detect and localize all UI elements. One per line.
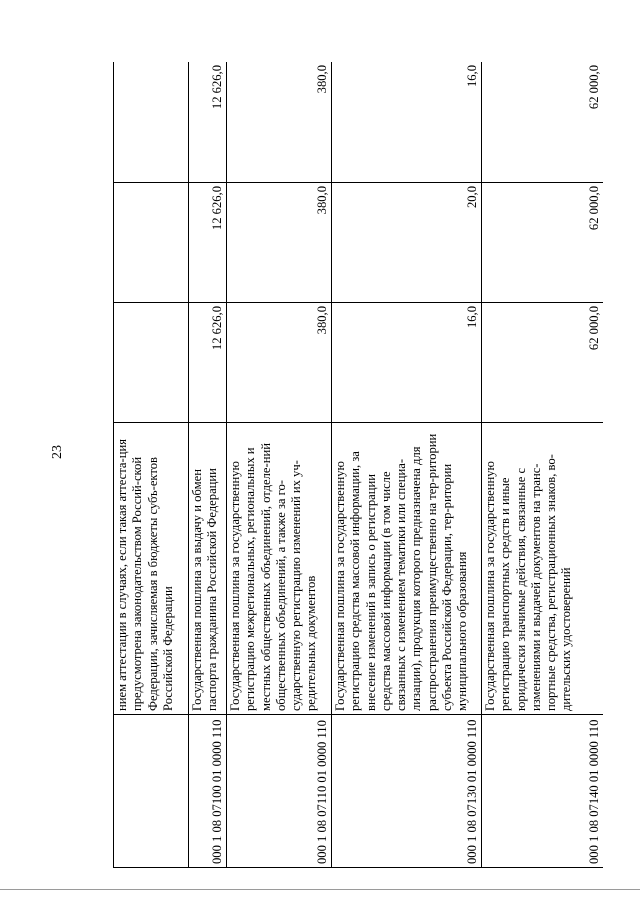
budget-code-cell: 000 1 08 07110 01 0000 110 — [227, 715, 332, 868]
value-cell-2: 20,0 — [332, 183, 482, 303]
value-cell-3 — [114, 62, 189, 183]
revenue-table — [113, 62, 603, 868]
page-bottom-rule — [0, 889, 640, 890]
revenue-name-cell: Государственная пошлина за государственную регистрацию средства массовой информации, за внесение изменений в запись о регистрации средства массовой информации (в том числе связанных с изменением тематики или специа-лизации), продукция которого предназначена для распространения преимущественно на тер-ритории субъекта Российской Федерации, тер-ритории муниципального образования — [332, 423, 482, 715]
value-cell-2: 380,0 — [227, 183, 332, 303]
budget-code-cell: 000 1 08 07100 01 0000 110 — [189, 715, 227, 868]
revenue-table-container — [113, 62, 603, 868]
value-cell-1 — [114, 303, 189, 423]
table-row — [482, 62, 604, 868]
value-cell-1: 62 000,0 — [482, 303, 604, 423]
rotated-page-content — [113, 62, 603, 868]
value-cell-2: 12 626,0 — [189, 183, 227, 303]
value-cell-3: 62 000,0 — [482, 62, 604, 183]
table-row — [227, 62, 332, 868]
budget-code-cell: 000 1 08 07140 01 0000 110 — [482, 715, 604, 868]
value-cell-1: 380,0 — [227, 303, 332, 423]
table-row — [189, 62, 227, 868]
table-row — [114, 62, 189, 868]
table-row — [332, 62, 482, 868]
value-cell-3: 12 626,0 — [189, 62, 227, 183]
value-cell-3: 16,0 — [332, 62, 482, 183]
page-number: 23 — [50, 445, 65, 459]
value-cell-1: 16,0 — [332, 303, 482, 423]
value-cell-2: 62 000,0 — [482, 183, 604, 303]
budget-code-cell: 000 1 08 07130 01 0000 110 — [332, 715, 482, 868]
value-cell-1: 12 626,0 — [189, 303, 227, 423]
budget-code-cell — [114, 715, 189, 868]
value-cell-3: 380,0 — [227, 62, 332, 183]
revenue-name-cell: Государственная пошлина за государственную регистрацию транспортных средств и иные юридически значимые действия, связанные с изменениями и выдачей документов на транс-портные средства, регистрационных знаков, во-дительских удостоверений — [482, 423, 604, 715]
revenue-name-cell: Государственная пошлина за государственную регистрацию межрегиональных, региональных и местных общественных объединений, отделе-ний общественных объединений, а также за го-сударственную регистрацию изменений их уч-редительных документов — [227, 423, 332, 715]
revenue-name-cell: нием аттестации в случаях, если такая аттеста-ция предусмотрена законодательством Россий-ской Федерации, зачисляемая в бюджеты субъ-ектов Российской Федерации — [114, 423, 189, 715]
value-cell-2 — [114, 183, 189, 303]
revenue-name-cell: Государственная пошлина за выдачу и обмен паспорта гражданина Российской Федерации — [189, 423, 227, 715]
